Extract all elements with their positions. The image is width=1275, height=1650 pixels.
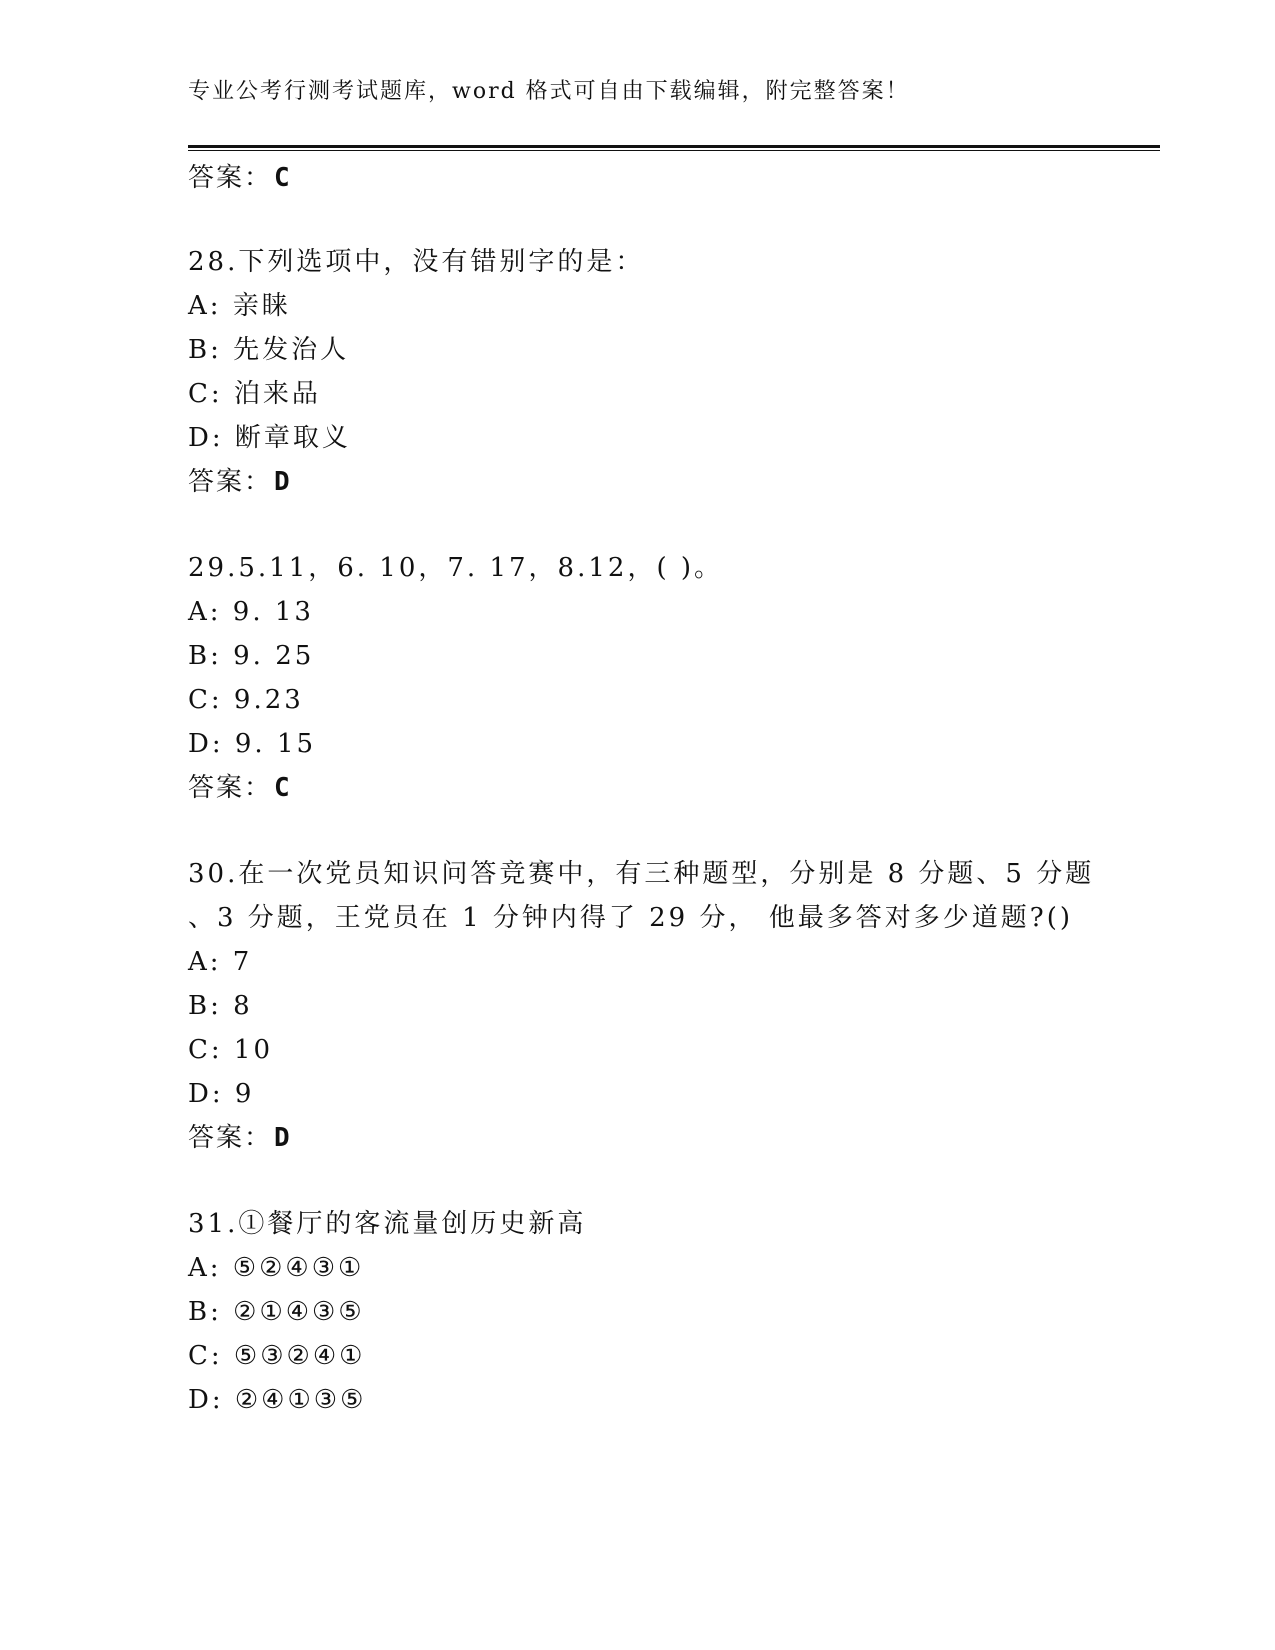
option-a: A: 9. 13 [188,597,314,627]
answer-line [188,161,292,195]
answer-value: D [274,467,292,497]
option-c: C: ⑤③②④① [188,1341,366,1371]
answer-line [188,1121,292,1155]
option-c: C: 10 [188,1035,274,1065]
answer-value: C [274,163,292,193]
question-stem-line-2: 、3 分题，王党员在 1 分钟内得了 29 分， 他最多答对多少道题?() [188,903,1073,933]
answer-label: 答案： [188,163,273,193]
answer-value: C [274,773,292,803]
option-c: C: 9.23 [188,685,304,715]
option-c: C: 泊来品 [188,379,321,409]
header-divider-thick [188,145,1160,148]
option-d: D: ②④①③⑤ [188,1385,367,1415]
page-header: 专业公考行测考试题库，word 格式可自由下载编辑，附完整答案！ [188,79,910,104]
answer-value: D [274,1123,292,1153]
answer-label: 答案： [188,773,273,803]
option-d: D: 9. 15 [188,729,317,759]
option-a: A: ⑤②④③① [188,1253,365,1283]
question-stem: 31.①餐厅的客流量创历史新高 [188,1209,587,1239]
option-a: A: 亲睐 [188,291,291,321]
option-b: B: 先发治人 [188,335,350,365]
option-b: B: 8 [188,991,253,1021]
answer-line [188,465,292,499]
answer-label: 答案： [188,467,273,497]
answer-label: 答案： [188,1123,273,1153]
question-stem: 28.下列选项中，没有错别字的是： [188,247,645,277]
header-divider-thin [188,150,1160,151]
answer-line [188,771,292,805]
option-d: D: 断章取义 [188,423,351,453]
option-b: B: 9. 25 [188,641,315,671]
header-divider [188,145,1160,152]
option-a: A: 7 [188,947,253,977]
question-stem: 29.5.11，6. 10，7. 17，8.12，( )。 [188,553,723,583]
option-d: D: 9 [188,1079,255,1109]
option-b: B: ②①④③⑤ [188,1297,365,1327]
question-stem-line-1: 30.在一次党员知识问答竞赛中，有三种题型，分别是 8 分题、5 分题 [188,859,1095,889]
